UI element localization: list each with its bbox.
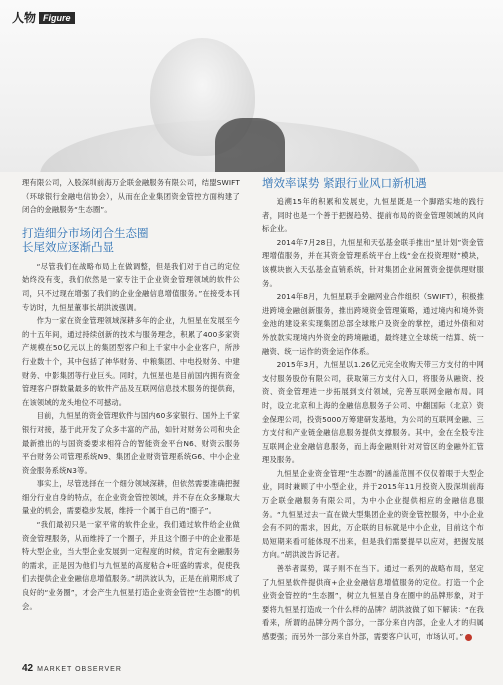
right-column	[262, 176, 484, 644]
section-tag	[12, 9, 75, 26]
left-paragraph: 作为一家在资金管理领域深耕多年的企业，九恒星在发展至今的十五年间，通过持续创新的技术与服务理念，积累了400多家资产规模在50亿元以上的集团型客户和上千家中小企业客户，所涉行业数十个，其中包括了神华财务、中粮集团、中电投财务、中建财务、中影集团等行业巨头。同时，九恒星也是目前国内拥有资金管理客户群数量最多的软件产品及互联网信息技术服务的提供商，在该领域的龙头地位不可撼动。	[22, 316, 240, 407]
right-section-heading: 增效率谋势 紧跟行业风口新机遇	[262, 176, 427, 190]
right-paragraph: 2014年7月28日，九恒星和天弘基金联手推出“星计划”资金管理增值服务，并在其资金管理系统平台上线“金在投资理财”模块，该模块嵌入天弘基金直销系统，针对集团企业闲置资金提供理财服务。	[262, 237, 484, 288]
left-paragraph: 目前，九恒星的资金管理软件与国内60多家银行、国外上千家银行对接，基于此开发了众多丰富的产品，如针对财务公司和央企最新推出的与国资委要求相符合的智能资金平台N6、财资云服务平台财务公司管理系统N9、集团企业财资管理系统G6、中小企业资金服务系统N3等。	[22, 411, 240, 475]
section-tag-en: Figure	[39, 12, 75, 24]
left-intro-paragraph: 理有限公司，入股深圳前海万企联金融服务有限公司，结盟SWIFT（环球银行金融电信协会），从而在企业集团资金管控方面构建了闭合的金融服务“生态圈”。	[22, 178, 240, 215]
section-tag-zh: 人物	[12, 11, 37, 25]
publication-name: MARKET OBSERVER	[37, 666, 122, 673]
left-heading-line1: 打造细分市场闭合生态圈	[22, 225, 149, 240]
left-column	[22, 176, 240, 613]
left-paragraph: “我们最初只是一家平常的软件企业，我们通过软件给企业做资金管理服务，从而维持了一个圈子，并且这个圈子中的企业都是特大型企业，当大型企业发展到一定程度的时候，肯定有金融服务的需求，正是因为他们与九恒星的高度粘合+旺盛的需求，促使我们去提供企业金融信息增值服务。”胡洪波认为，正是在前期形成了良好的“业务圈”，才会产生九恒星打造企业资金管控“生态圈”的机会。	[22, 520, 240, 611]
left-paragraph: “尽管我们在战略布局上在做调整，但是我们对于自己的定位始终没有变，我们依然是一家专注于企业资金管理领域的软件公司，只不过现在增强了我们的企业金融信息增值服务。”在接受本刊专访时，九恒星董事长胡洪波强调。	[22, 261, 240, 312]
right-paragraph: 2015年3月，九恒星以1.26亿元完全收购天带三方支付的中网支付服务股份有限公司，获取第三方支付入口，将服务从融资、投资、资金管理进一步拓展到支付领域，完善互联网金融布局。同时，设立北京和上海的金融信息服务子公司、中翻国际（北京）资金保理公司，投资5000万筹建研发基地，为公司的互联网金融、三方支付和产业链金融信息服务提供支撑服务。其中，金在全股专注互联网企业金融信息服务，而上海金融则针对对管区的金融外汇管理及服务。	[262, 360, 484, 465]
header-portrait-photo	[0, 0, 503, 172]
end-mark-icon	[465, 634, 472, 641]
right-paragraph: 九恒星企业资金管理“生态圈”的涵盖范围不仅仅着眼于大型企业，同时兼顾了中小型企业，并于2015年11月投资入股深圳前海万企联金融服务有限公司，为中小企业提供相应的金融信息服务。“九恒星过去一直在做大型集团企业的资金管控服务，中小企业会有不同的需求，因此，万企联的目标就是中小企业，目前这个布局短期来看可能体现不出来，但是我们需要提早以应对，把握发展方向。”胡洪波告诉记者。	[262, 468, 484, 560]
page-number: 42	[22, 663, 34, 674]
right-paragraph: 2014年8月，九恒星联手金融网业合作组织（SWIFT），积极推进跨境金融创新服务，推出跨境资金管理策略，通过境内和境外资金池的建设来实现集团总部全球账户及资金的掌控，通过外债和对外放款实现境内外资金的跨境融通，最终建立全球统一结算、统一融资、统一运作的资金运作体系。	[262, 292, 485, 356]
portrait-collar	[215, 118, 285, 172]
right-paragraph-final	[262, 562, 484, 644]
left-section-heading	[22, 226, 240, 254]
page-footer	[22, 663, 122, 674]
left-paragraph: 事实上，尽管选择在一个细分领域深耕，但依然需要准确把握细分行业自身的特点，在企业资金管控领域，并不存在众多赚取大量业的机会，需要稳步发展，维持一个属于自己的“圈子”。	[22, 479, 240, 516]
right-final-text: 善举者谋势，谋子则不在当下。通过一系列的战略布局，坚定了九恒星软件提供商+企业金融信息增值服务的定位。打造一个企业资金管控的“生态圈”，树立九恒星自身在圈中的品牌形象，对于要将九恒星打造成一个什么样的品牌？胡洪波做了如下解读：“在我看来，所谓的品牌分两个部分，一部分来自内部，企业人才的归属感要强；而另外一部分来自外部，需要客户认可，市场认可。”	[262, 564, 484, 641]
right-paragraph: 追溯15年的积累和发展史，九恒星既是一个脚踏实地的践行者，同时也是一个善于把握趋势、提前布局的资金管理领域的风向标企业。	[262, 197, 484, 234]
left-heading-line2: 长尾效应逐渐凸显	[22, 239, 114, 254]
